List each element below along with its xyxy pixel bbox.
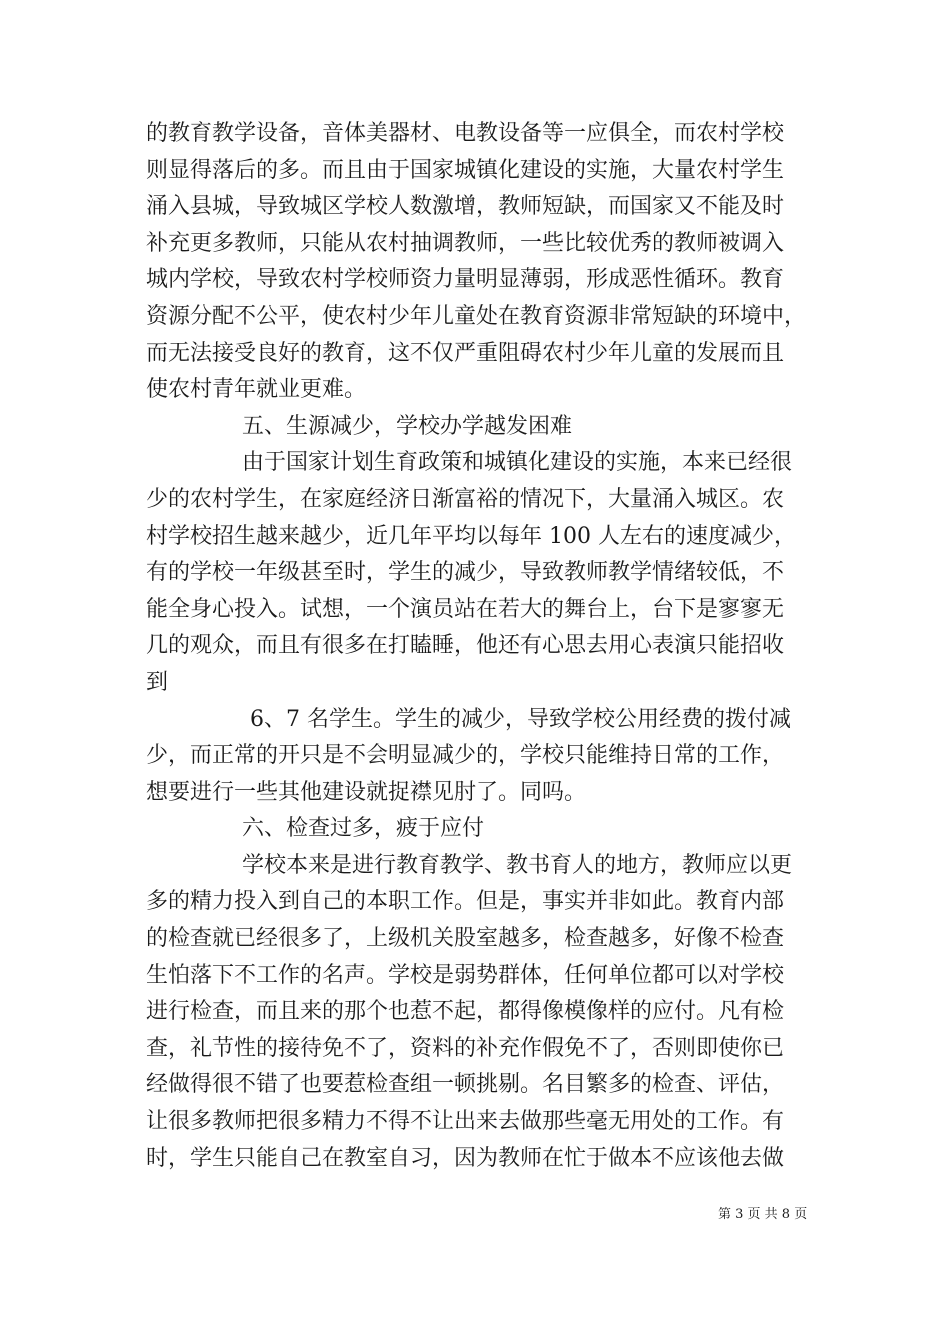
page-number-footer: 第 3 页 共 8 页 xyxy=(718,1207,808,1222)
section-heading: 五、生源减少，学校办学越发困难 xyxy=(242,413,573,439)
text-line: 几的观众，而且有很多在打瞌睡，他还有心思去用心表演只能招收 xyxy=(146,633,785,659)
text-line: 少的农村学生，在家庭经济日渐富裕的情况下，大量涌入城区。农 xyxy=(146,486,785,512)
text-line: 村学校招生越来越少，近几年平均以每年 100 人左右的速度减少， xyxy=(146,523,796,549)
paragraph-first-line: 由于国家计划生育政策和城镇化建设的实施，本来已经很 xyxy=(242,450,793,476)
text-line: 城内学校，导致农村学校师资力量明显薄弱，形成恶性循环。教育 xyxy=(146,267,785,293)
text-line: 少，而正常的开只是不会明显减少的，学校只能维持日常的工作， xyxy=(146,743,785,769)
text-line: 经做得很不错了也要惹检查组一顿挑剔。名目繁多的检查、评估， xyxy=(146,1072,785,1098)
paragraph-first-line: 6、7 名学生。学生的减少，导致学校公用经费的拨付减 xyxy=(250,706,791,732)
text-line: 想要进行一些其他建设就捉襟见肘了。同吗。 xyxy=(146,779,587,805)
text-line: 让很多教师把很多精力不得不让出来去做那些毫无用处的工作。有 xyxy=(146,1109,785,1135)
text-line: 查，礼节性的接待免不了，资料的补充作假免不了，否则即使你已 xyxy=(146,1035,785,1061)
text-line: 时，学生只能自己在教室自习，因为教师在忙于做本不应该他去做 xyxy=(146,1145,785,1171)
text-line: 能全身心投入。试想，一个演员站在若大的舞台上，台下是寥寥无 xyxy=(146,596,785,622)
paragraph-first-line: 学校本来是进行教育教学、教书育人的地方，教师应以更 xyxy=(242,852,793,878)
section-heading: 六、检查过多，疲于应付 xyxy=(242,816,485,842)
text-line: 生怕落下不工作的名声。学校是弱势群体，任何单位都可以对学校 xyxy=(146,962,785,988)
text-line: 则显得落后的多。而且由于国家城镇化建设的实施，大量农村学生 xyxy=(146,157,785,183)
text-line: 到 xyxy=(146,669,169,695)
text-line: 补充更多教师，只能从农村抽调教师，一些比较优秀的教师被调入 xyxy=(146,230,785,256)
text-line: 多的精力投入到自己的本职工作。但是，事实并非如此。教育内部 xyxy=(146,889,785,915)
text-line: 的教育教学设备，音体美器材、电教设备等一应俱全，而农村学校 xyxy=(146,121,785,146)
text-line: 有的学校一年级甚至时，学生的减少，导致教师教学情绪较低，不 xyxy=(146,560,785,586)
body-text xyxy=(146,116,826,1177)
text-line: 而无法接受良好的教育，这不仅严重阻碍农村少年儿童的发展而且 xyxy=(146,340,785,366)
text-line: 涌入县城，导致城区学校人数激增，教师短缺，而国家又不能及时 xyxy=(146,194,785,220)
text-line: 资源分配不公平，使农村少年儿童处在教育资源非常短缺的环境中， xyxy=(146,303,807,329)
text-line: 进行检查，而且来的那个也惹不起，都得像模像样的应付。凡有检 xyxy=(146,999,785,1025)
text-line: 使农村青年就业更难。 xyxy=(146,377,367,403)
text-line: 的检查就已经很多了，上级机关股室越多，检查越多，好像不检查 xyxy=(146,926,785,952)
